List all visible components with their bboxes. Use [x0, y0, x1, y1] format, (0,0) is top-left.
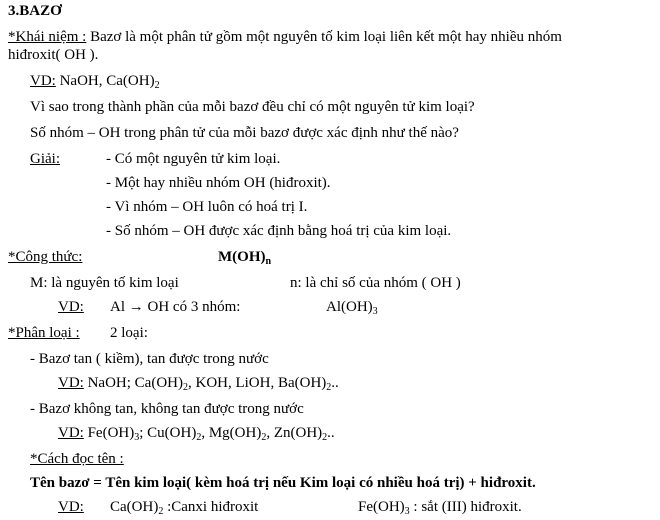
insoluble-example-sub: 2	[196, 432, 202, 443]
question-1: Vì sao trong thành phần của mỗi bazơ đều chỉ có một nguyên tử kim loại?	[30, 99, 475, 115]
classification-label: *Phân loại :	[8, 325, 80, 341]
insoluble-example-label: VD:	[58, 425, 84, 441]
definition-line-2: hiđroxit( OH ).	[8, 47, 99, 63]
soluble-example-part: ..	[331, 375, 339, 391]
naming-ex2-name: : sắt (III) hiđroxit.	[409, 499, 522, 515]
arrow-icon: →	[128, 299, 144, 315]
soluble-example-sub: 2	[182, 382, 188, 393]
example-text: NaOH, Ca(OH)	[55, 73, 155, 89]
soluble-example-part: , KOH, LiOH, Ba(OH)	[187, 375, 327, 391]
classification-count: 2 loại:	[110, 325, 148, 341]
insoluble-example-part: Fe(OH)	[87, 425, 135, 441]
naming-ex1-name: :Canxi hiđroxit	[163, 499, 259, 515]
question-2: Số nhóm – OH trong phân tử của mỗi bazơ được xác định như thế nào?	[30, 125, 459, 141]
soluble-example-sub: 2	[326, 382, 332, 393]
answer-item-3: - Vì nhóm – OH luôn có hoá trị I.	[106, 199, 308, 215]
insoluble-example-part: , Zn(OH)	[266, 425, 323, 441]
insoluble-example-sub: 2	[261, 432, 267, 443]
formula-example-rest: OH có 3 nhóm:	[143, 299, 241, 315]
naming-example-1	[110, 498, 258, 516]
insoluble-example-part: ..	[327, 425, 335, 441]
formula-main	[218, 248, 271, 266]
formula-label: *Công thức:	[8, 249, 83, 265]
formula-subscript: n	[265, 256, 272, 267]
insoluble-example-part: ; Cu(OH)	[139, 425, 197, 441]
answer-item-1: - Có một nguyên tử kim loại.	[106, 151, 281, 167]
answer-item-2: - Một hay nhiều nhóm OH (hiđroxit).	[106, 175, 331, 191]
formula-example-result-sub: 3	[372, 306, 378, 317]
formula-example	[110, 298, 240, 316]
example-subscript: 2	[154, 80, 160, 91]
section-title: 3.BAZƠ	[8, 3, 62, 19]
formula-example-label: VD:	[58, 299, 84, 315]
definition-line-1	[8, 28, 562, 46]
definition-label: *Khái niệm :	[8, 29, 87, 45]
formula-n-desc: n: là chỉ số của nhóm ( OH )	[290, 275, 461, 291]
example-label: VD:	[30, 73, 56, 89]
soluble-desc: - Bazơ tan ( kiềm), tan được trong nước	[30, 351, 269, 367]
soluble-example-part: NaOH; Ca(OH)	[87, 375, 183, 391]
answer-item-4: - Số nhóm – OH được xác định bằng hoá trị của kim loại.	[106, 223, 452, 239]
naming-ex1-formula: Ca(OH)	[110, 499, 159, 515]
insoluble-example-sub: 3	[134, 432, 140, 443]
naming-ex2-formula: Fe(OH)	[358, 499, 405, 515]
soluble-example-label: VD:	[58, 375, 84, 391]
example-line-1	[30, 72, 160, 90]
classification-line	[8, 324, 80, 342]
formula-example-result	[326, 298, 378, 316]
soluble-example	[58, 374, 339, 392]
naming-ex2-sub: 3	[404, 506, 410, 517]
answer-label: Giải:	[30, 151, 60, 167]
naming-example-label: VD:	[58, 499, 84, 515]
formula-m-desc: M: là nguyên tố kim loại	[30, 275, 179, 291]
insoluble-desc: - Bazơ không tan, không tan được trong nước	[30, 401, 304, 417]
insoluble-example-part: , Mg(OH)	[201, 425, 262, 441]
definition-text-1: Bazơ là một phân tử gồm một nguyên tố kim loại liên kết một hay nhiều nhóm	[86, 29, 562, 45]
insoluble-example	[58, 424, 335, 442]
formula-example-text: Al	[110, 299, 125, 315]
naming-example-2	[358, 498, 522, 516]
formula-example-result-text: Al(OH)	[326, 299, 373, 315]
formula-text: M(OH)	[218, 249, 266, 265]
naming-label: *Cách đọc tên :	[30, 451, 124, 467]
naming-rule: Tên bazơ = Tên kim loại( kèm hoá trị nếu Kim loại có nhiều hoá trị) + hiđroxit.	[30, 475, 536, 491]
insoluble-example-sub: 2	[322, 432, 328, 443]
naming-ex1-sub: 2	[158, 506, 164, 517]
